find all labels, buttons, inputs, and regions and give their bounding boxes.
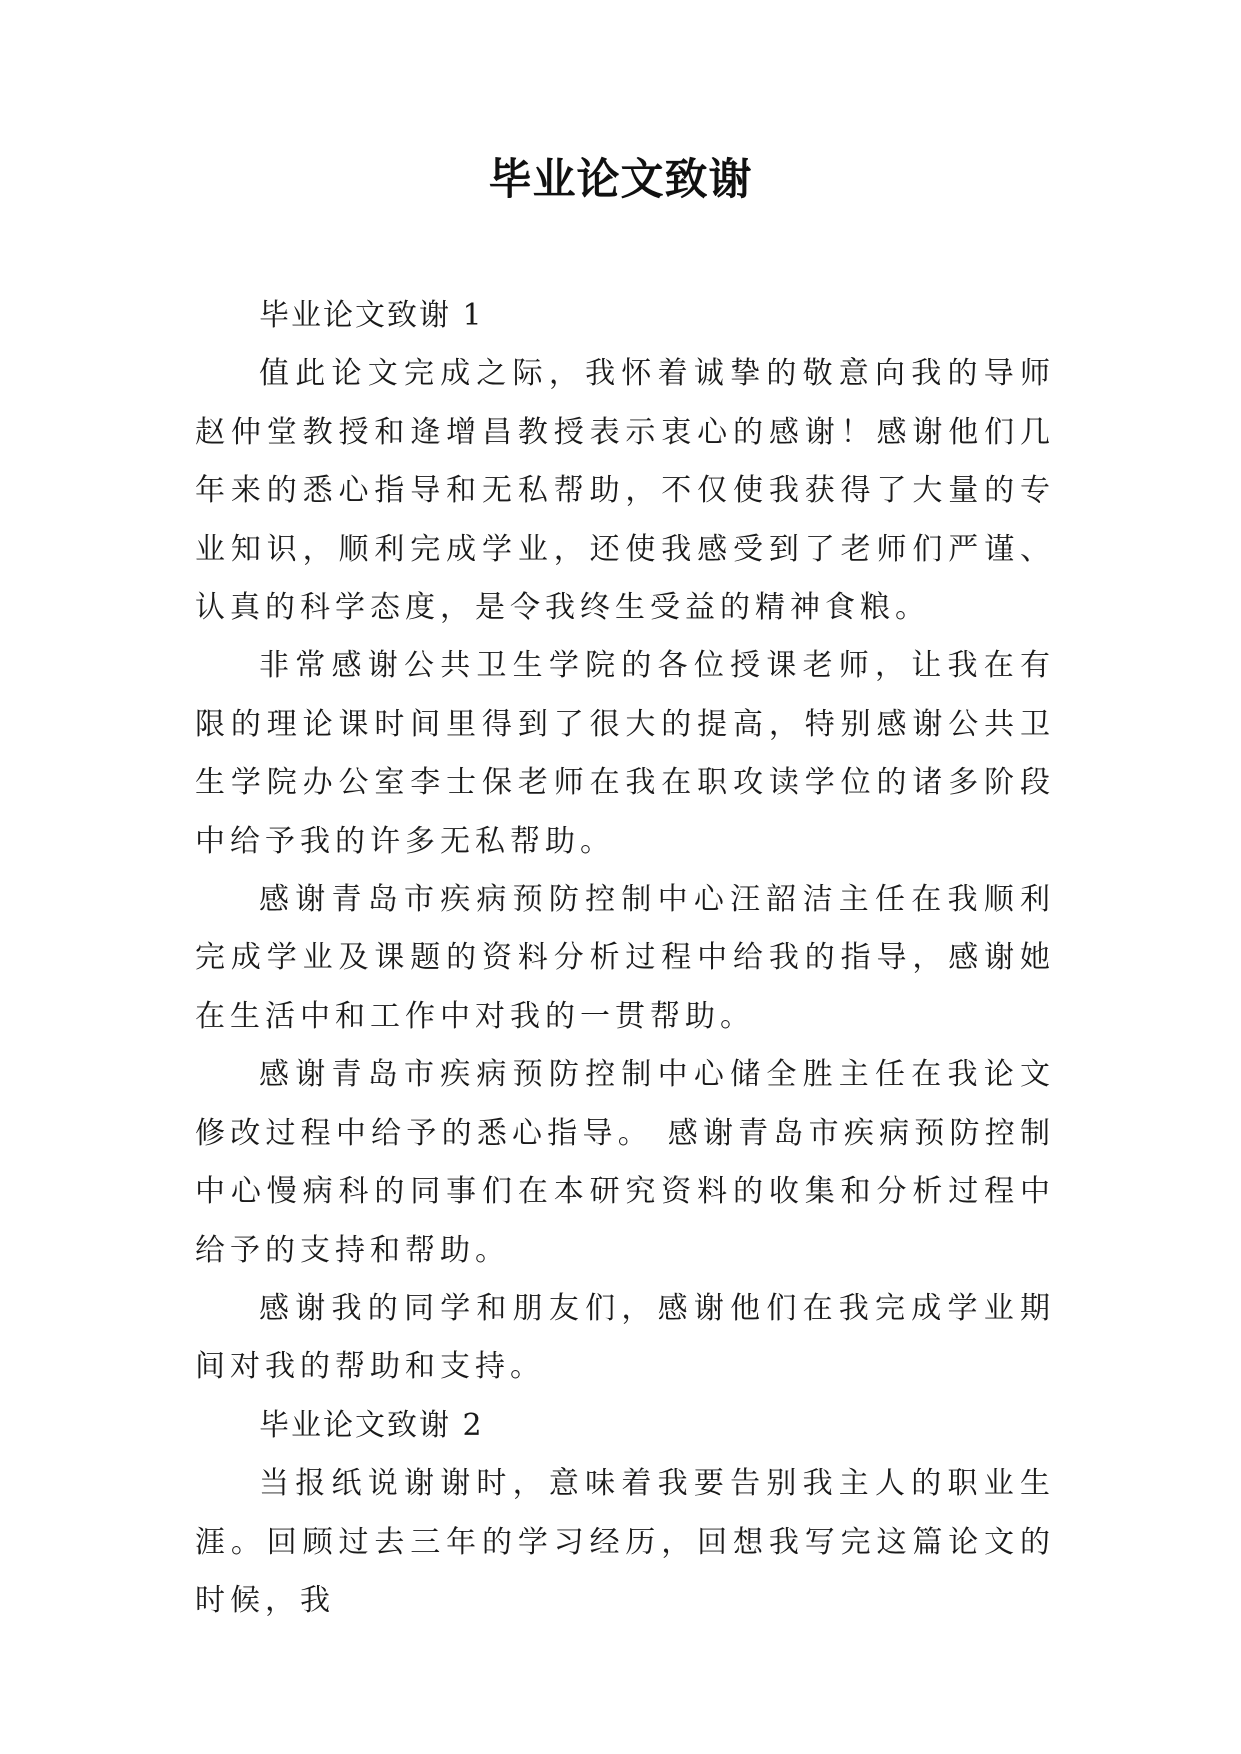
body-paragraph: 感谢青岛市疾病预防控制中心储全胜主任在我论文修改过程中给予的悉心指导。 感谢青岛市疾病预防控制中心慢病科的同事们在本研究资料的收集和分析过程中给予的支持和帮助。 (195, 1057, 1055, 1268)
body-paragraph: 当报纸说谢谢时，意味着我要告别我主人的职业生涯。回顾过去三年的学习经历，回想我写完这篇论文的时候，我 (195, 1466, 1055, 1618)
document-body (195, 287, 1055, 1630)
body-paragraph: 非常感谢公共卫生学院的各位授课老师，让我在有限的理论课时间里得到了很大的提高，特别感谢公共卫生学院办公室李士保老师在我在职攻读学位的诸多阶段中给予我的许多无私帮助。 (195, 648, 1055, 859)
section-heading: 毕业论文致谢 2 (259, 1407, 484, 1443)
body-paragraph: 值此论文完成之际，我怀着诚挚的敬意向我的导师赵仲堂教授和逄增昌教授表示衷心的感谢！感谢他们几年来的悉心指导和无私帮助，不仅使我获得了大量的专业知识，顺利完成学业，还使我感受到了老师们严谨、认真的科学态度，是令我终生受益的精神食粮。 (195, 356, 1055, 626)
section-heading: 毕业论文致谢 1 (259, 298, 484, 333)
body-paragraph: 感谢我的同学和朋友们，感谢他们在我完成学业期间对我的帮助和支持。 (195, 1290, 1055, 1385)
body-paragraph: 感谢青岛市疾病预防控制中心汪韶洁主任在我顺利完成学业及课题的资料分析过程中给我的指导，感谢她在生活中和工作中对我的一贯帮助。 (195, 882, 1055, 1034)
document-title: 毕业论文致谢 (488, 155, 753, 205)
